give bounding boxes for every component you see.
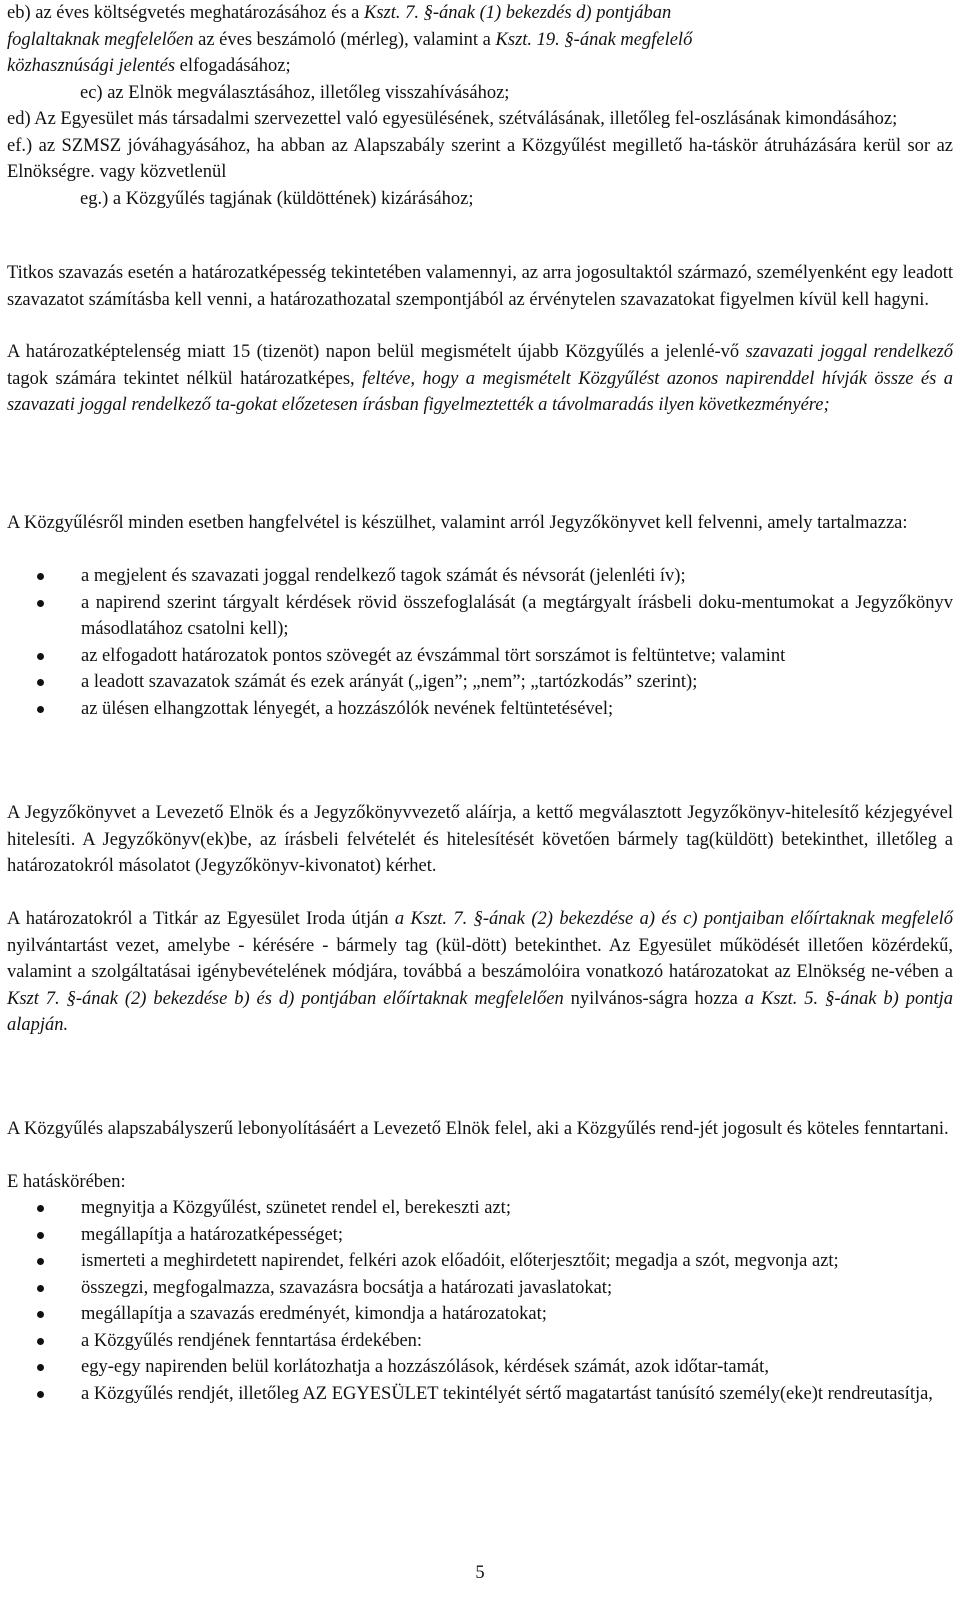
item-eb-line-1: [7, 0, 953, 27]
bullet-icon: [37, 1205, 44, 1212]
bullet-icon: [37, 1285, 44, 1292]
text-run: nyilvános-ságra hozza: [563, 988, 745, 1009]
list-item-text: a megjelent és szavazati joggal rendelkező tagok számát és névsorát (jelenléti ív);: [81, 566, 686, 586]
list-item: [7, 1248, 953, 1275]
chair-powers-heading: E hatáskörében:: [7, 1172, 126, 1192]
list-item-text: ismerteti a meghirdetett napirendet, felkéri azok előadóit, előterjesztőit; megadja a szót, megvonja azt;: [81, 1251, 839, 1271]
italic-run: közhasznúsági jelentés: [7, 56, 176, 76]
list-item: [7, 563, 953, 590]
bullet-icon: [37, 1232, 44, 1239]
bullet-icon: [37, 1258, 44, 1265]
item-eb-line-2: [7, 27, 953, 54]
list-item: [7, 669, 953, 696]
page-number: 5: [475, 1563, 485, 1583]
list-item: [7, 643, 953, 670]
secret-ballot-paragraph: Titkos szavazás esetén a határozatképesség tekintetében valamennyi, az arra jogosultaktól származó, személyenként egy leadott szavazatot számításba kell venni, a határozathozatal szempontjából az érvénytelen szavazatokat figyelmen kívül kell hagyni.: [7, 263, 953, 310]
item-eg: eg.) a Közgyűlés tagjának (küldöttének) kizárásához;: [80, 188, 474, 209]
list-item: [7, 590, 953, 643]
list-item-text: a napirend szerint tárgyalt kérdések rövid összefoglalását (a megtárgyalt írásbeli doku-mentumokat a Jegyzőkönyv másodlatához csatolni kell);: [81, 592, 953, 639]
text-run: nyilvántartást vezet, amelybe - kérésére - bármely tag (kül-dött) betekinthet. Az Egyesület működését illetően közérdekű, valamint a szolgáltatásai igénybevételének módjára, továbbá a beszámolóira vonatkozó határozatokat az Elnökség ne-vében a: [7, 935, 953, 982]
list-item-text: összegzi, megfogalmazza, szavazásra bocsátja a határozati javaslatokat;: [81, 1277, 613, 1298]
text-run: A határozatokról a Titkár az Egyesület Iroda útján: [7, 909, 395, 929]
text-run: elfogadásához;: [175, 56, 291, 76]
item-ef: ef.) az SZMSZ jóváhagyásához, ha abban az Alapszabály szerint a Közgyűlést megillető ha-táskör átruházására kerül sor az Elnökségre. vagy közvetlenül: [7, 135, 953, 182]
bullet-icon: [37, 679, 44, 686]
list-item: [7, 1328, 953, 1355]
italic-run: a Kszt. 5. §-ának b) pontja alapján.: [7, 988, 953, 1035]
minutes-intro-paragraph: A Közgyűlésről minden esetben hangfelvétel is készülhet, valamint arról Jegyzőkönyvet kell felvenni, amely tartalmazza:: [7, 513, 908, 533]
italic-run: Kszt. 7. §-ának (1) bekezdés d) pontjában: [363, 3, 672, 23]
list-item: [7, 1354, 953, 1381]
text-run: eb) az éves költségvetés meghatározásához és a: [7, 3, 364, 23]
item-eb-line-3: [7, 53, 953, 80]
list-item-text: a Közgyűlés rendjének fenntartása érdekében:: [81, 1330, 423, 1351]
item-ec: ec) az Elnök megválasztásához, illetőleg visszahívásához;: [80, 82, 510, 103]
list-item: [7, 1275, 953, 1302]
italic-run: szavazati joggal rendelkező: [745, 342, 953, 362]
bullet-icon: [37, 1338, 44, 1345]
list-item-text: megállapítja a határozatképességet;: [81, 1224, 343, 1245]
bullet-icon: [37, 706, 44, 713]
italic-run: Kszt. 19. §-ának megfelelő: [495, 29, 693, 50]
list-item: [7, 1381, 953, 1408]
list-item-text: megnyitja a Közgyűlést, szünetet rendel el, berekeszti azt;: [81, 1198, 511, 1218]
text-run: tagok számára tekintet nélkül határozatképes,: [7, 368, 363, 389]
minutes-signature-paragraph: A Jegyzőkönyvet a Levezető Elnök és a Jegyzőkönyvvezető aláírja, a kettő megválasztott Jegyzőkönyv-hitelesítő kézjegyével hitelesíti. A Jegyzőkönyv(ek)be, az írásbeli felvételét és hitelesítését követően bármely tag(küldött) betekinthet, illetőleg a határozatokról másolatot (Jegyzőkönyv-kivonatot) kérhet.: [7, 803, 953, 876]
item-ed: ed) Az Egyesület más társadalmi szervezettel való egyesülésének, szétválásának, illetőleg fel-oszlásának kimondásához;: [7, 109, 898, 129]
list-item: [7, 696, 953, 723]
list-item: [7, 1222, 953, 1249]
list-item-text: az ülésen elhangzottak lényegét, a hozzászólók nevének feltüntetésével;: [81, 698, 614, 719]
bullet-icon: [37, 600, 44, 607]
bullet-icon: [37, 1364, 44, 1371]
text-run: az éves beszámoló (mérleg), valamint a: [193, 29, 496, 50]
list-item-text: az elfogadott határozatok pontos szövegét az évszámmal tört sorszámot is feltüntetve; valamint: [81, 645, 786, 666]
italic-run: a Kszt. 7. §-ának (2) bekezdése a) és c) pontjaiban előírtaknak megfelelő: [394, 909, 953, 929]
text-run: A határozatképtelenség miatt 15 (tizenöt) napon belül megismételt újabb Közgyűlés a jelenlé-vő: [7, 342, 746, 362]
bullet-icon: [37, 1311, 44, 1318]
italic-run: feltéve, hogy a megismételt Közgyűlést azonos napirenddel hívják össze és a szavazati joggal rendelkező ta-gokat előzetesen írásban figyelmeztették a távolmaradás ilyen következményére;: [7, 368, 953, 415]
list-item-text: megállapítja a szavazás eredményét, kimondja a határozatokat;: [81, 1304, 547, 1324]
italic-run: foglaltaknak megfelelően: [7, 29, 194, 50]
presiding-chair-paragraph: A Közgyűlés alapszabályszerű lebonyolításáért a Levezető Elnök felel, aki a Közgyűlés rend-jét jogosult és köteles fenntartani.: [7, 1119, 949, 1139]
list-item: [7, 1195, 953, 1222]
list-item-text: a Közgyűlés rendjét, illetőleg AZ EGYESÜLET tekintélyét sértő magatartást tanúsító személy(eke)t rendreutasítja,: [81, 1383, 933, 1404]
italic-run: Kszt 7. §-ának (2) bekezdése b) és d) pontjában előírtaknak megfelelően: [7, 988, 564, 1009]
powers-continued-block: [7, 0, 953, 212]
bullet-icon: [37, 1391, 44, 1398]
list-item: [7, 1301, 953, 1328]
bullet-icon: [37, 573, 44, 580]
chair-powers-list: [7, 1195, 953, 1407]
resolutions-register-paragraph: [7, 906, 953, 1039]
list-item-text: egy-egy napirenden belül korlátozhatja a hozzászólások, kérdések számát, azok időtar-tamát,: [81, 1357, 769, 1377]
minutes-contents-list: [7, 563, 953, 722]
list-item-text: a leadott szavazatok számát és ezek arányát („igen”; „nem”; „tartózkodás” szerint);: [81, 672, 698, 692]
repeated-assembly-paragraph: [7, 339, 953, 419]
bullet-icon: [37, 653, 44, 660]
